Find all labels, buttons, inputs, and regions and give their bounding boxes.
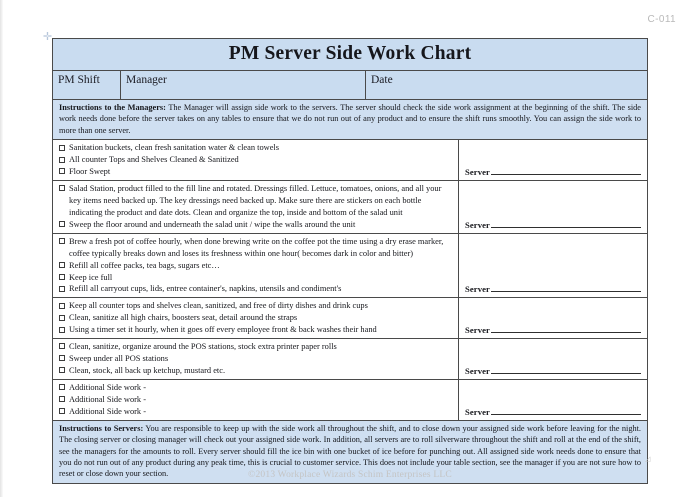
- checkbox-icon[interactable]: [59, 396, 65, 402]
- checklist-item[interactable]: [58, 406, 454, 418]
- server-signature-line[interactable]: [465, 219, 641, 230]
- manager-field[interactable]: Manager: [121, 71, 366, 99]
- checkbox-icon[interactable]: [59, 384, 65, 390]
- chart-title-row: [53, 39, 647, 71]
- server-name-input[interactable]: [491, 324, 641, 333]
- page-title: PM Server Side Work Chart: [228, 43, 472, 64]
- checklist-item[interactable]: [58, 341, 454, 353]
- checklist-item-label: Keep all counter tops and shelves clean, sanitized, and free of dirty dishes and drink cups: [69, 301, 368, 311]
- checkbox-icon[interactable]: [59, 262, 65, 268]
- checklist-item-label: Sweep the floor around and underneath the salad unit / wipe the walls around the unit: [69, 219, 356, 229]
- checklist-item-label: Sanitation buckets, clean fresh sanitation water & clean towels: [69, 143, 280, 153]
- checklist-section: [53, 298, 647, 339]
- checklist-section: [53, 140, 647, 181]
- server-signature-line[interactable]: [465, 324, 641, 335]
- checklist-item[interactable]: [58, 312, 454, 324]
- checklist-item-label: Additional Side work -: [69, 406, 146, 416]
- checklist-item[interactable]: [58, 353, 454, 365]
- section-task-list: [53, 181, 459, 233]
- server-label: Server: [465, 284, 490, 295]
- server-name-input[interactable]: [491, 283, 641, 292]
- manager-instructions-heading: Instructions to the Managers:: [59, 103, 166, 112]
- section-task-list: [53, 339, 459, 379]
- server-signoff-cell: [459, 181, 647, 233]
- server-label: Server: [465, 167, 490, 178]
- server-label: Server: [465, 325, 490, 336]
- checklist-item-label: Clean, stock, all back up ketchup, mustard etc.: [69, 365, 226, 375]
- pm-shift-label: PM Shift: [53, 71, 121, 99]
- server-signoff-cell: [459, 234, 647, 298]
- checklist-item[interactable]: [58, 236, 454, 260]
- date-field[interactable]: Date: [371, 74, 393, 86]
- manager-instructions-body: The Manager will assign side work to the servers. The server should check the side work assignment at the beginning of the shift. The side work needs done before the server takes on any tables to ensure that we do not run out of any product and to ensure the shift runs smoothly. You can assign the side work to more than one server.: [59, 103, 641, 135]
- manager-instructions-block: [53, 100, 647, 140]
- checklist-item[interactable]: [58, 219, 454, 231]
- checklist-item[interactable]: [58, 300, 454, 312]
- table-move-handle-icon[interactable]: ✛: [42, 31, 53, 43]
- checklist-item[interactable]: [58, 183, 454, 219]
- checklist-item-label: All counter Tops and Shelves Cleaned & Sanitized: [69, 155, 239, 165]
- checkbox-icon[interactable]: [59, 157, 65, 163]
- checklist-item-label: Brew a fresh pot of coffee hourly, when done brewing write on the coffee pot the time using a dry erase marker, coffee typically breaks down and loses its freshness within one hour( becomes dark in color and bitter): [69, 236, 444, 258]
- section-task-list: [53, 298, 459, 338]
- server-signoff-cell: [459, 339, 647, 379]
- checklist-item[interactable]: [58, 394, 454, 406]
- checkbox-icon[interactable]: [59, 286, 65, 292]
- table-resize-handle-icon[interactable]: ◿: [645, 455, 651, 463]
- checkbox-icon[interactable]: [59, 303, 65, 309]
- checklist-section: [53, 380, 647, 421]
- checklist-item-label: Clean, sanitize, organize around the POS stations, stock extra printer paper rolls: [69, 342, 337, 352]
- checkbox-icon[interactable]: [59, 343, 65, 349]
- checklist-item[interactable]: [58, 260, 454, 272]
- server-name-input[interactable]: [491, 365, 641, 374]
- checklist-item[interactable]: [58, 272, 454, 284]
- checklist-item-label: Using a timer set it hourly, when it goes off every employee front & back washes their hand: [69, 325, 377, 335]
- server-signature-line[interactable]: [465, 166, 641, 177]
- footer-copyright: ©2013 Workplace Wizards Schim Enterprises LLC: [248, 470, 452, 480]
- checklist-section: [53, 181, 647, 234]
- server-signature-line[interactable]: [465, 283, 641, 294]
- checklist-item[interactable]: [58, 365, 454, 377]
- checkbox-icon[interactable]: [59, 145, 65, 151]
- checkbox-icon[interactable]: [59, 238, 65, 244]
- checklist-item[interactable]: [58, 324, 454, 336]
- checkbox-icon[interactable]: [59, 274, 65, 280]
- checklist-item-label: Sweep under all POS stations: [69, 354, 169, 364]
- checkbox-icon[interactable]: [59, 185, 65, 191]
- checklist-item-label: Additional Side work -: [69, 394, 146, 404]
- checkbox-icon[interactable]: [59, 327, 65, 333]
- server-signature-line[interactable]: [465, 406, 641, 417]
- checklist-item[interactable]: [58, 283, 454, 295]
- server-label: Server: [465, 219, 490, 230]
- checkbox-icon[interactable]: [59, 367, 65, 373]
- section-task-list: [53, 234, 459, 298]
- checklist-item[interactable]: [58, 166, 454, 178]
- server-name-input[interactable]: [491, 219, 641, 228]
- checklist-item-label: Refill all carryout cups, lids, entree container's, napkins, utensils and condiment's: [69, 284, 342, 294]
- server-label: Server: [465, 406, 490, 417]
- server-name-input[interactable]: [491, 166, 641, 175]
- server-name-input[interactable]: [491, 406, 641, 415]
- checklist-sections: [53, 140, 647, 420]
- checklist-section: [53, 234, 647, 299]
- checkbox-icon[interactable]: [59, 168, 65, 174]
- server-signoff-cell: [459, 298, 647, 338]
- server-label: Server: [465, 365, 490, 376]
- checklist-section: [53, 339, 647, 380]
- document-code: C-011: [647, 14, 676, 25]
- checklist-item-label: Floor Swept: [69, 167, 111, 177]
- checkbox-icon[interactable]: [59, 315, 65, 321]
- server-signoff-cell: [459, 380, 647, 420]
- checklist-item-label: Salad Station, product filled to the fill line and rotated. Dressings filled. Lettuce, tomatoes, onions, and all your key items need backed up. The key dressings need backed up. Make sure there are stickers on each bottle indicating the product and date dots. Clean and organize the top, inside and bottom of the salad unit: [69, 184, 442, 217]
- server-instructions-heading: Instructions to Servers:: [59, 423, 144, 433]
- checklist-item-label: Additional Side work -: [69, 382, 146, 392]
- work-chart-table: [52, 38, 648, 484]
- page-left-edge: [0, 0, 3, 497]
- checklist-item-label: Clean, sanitize all high chairs, boosters seat, detail around the straps: [69, 313, 298, 323]
- checklist-item[interactable]: [58, 154, 454, 166]
- checklist-item-label: Keep ice full: [69, 272, 113, 282]
- checkbox-icon[interactable]: [59, 221, 65, 227]
- meta-header-row: [53, 71, 647, 100]
- checkbox-icon[interactable]: [59, 355, 65, 361]
- section-task-list: [53, 380, 459, 420]
- server-signature-line[interactable]: [465, 365, 641, 376]
- checkbox-icon[interactable]: [59, 408, 65, 414]
- server-signoff-cell: [459, 140, 647, 180]
- checklist-item[interactable]: [58, 382, 454, 394]
- checklist-item[interactable]: [58, 142, 454, 154]
- section-task-list: [53, 140, 459, 180]
- checklist-item-label: Refill all coffee packs, tea bags, sugars etc…: [69, 260, 220, 270]
- server-instructions-body: You are responsible to keep up with the side work all throughout the shift, and to close down your assigned side work before leaving for the night. The closing server or closing manager will check out your assigned side work. In addition, all servers are to roll silverware throughout the shift and roll at the end of the shift, see the managers for the amounts to roll. Every server should fill the ice bin with one bucket of ice before for punching out. All assigned side work needs done to ensure that you do not run out of any product during any peak time, this is crucial to customer service. This does not include your table section, see the manager if you are not sure how to reset or close down your section.: [59, 423, 641, 479]
